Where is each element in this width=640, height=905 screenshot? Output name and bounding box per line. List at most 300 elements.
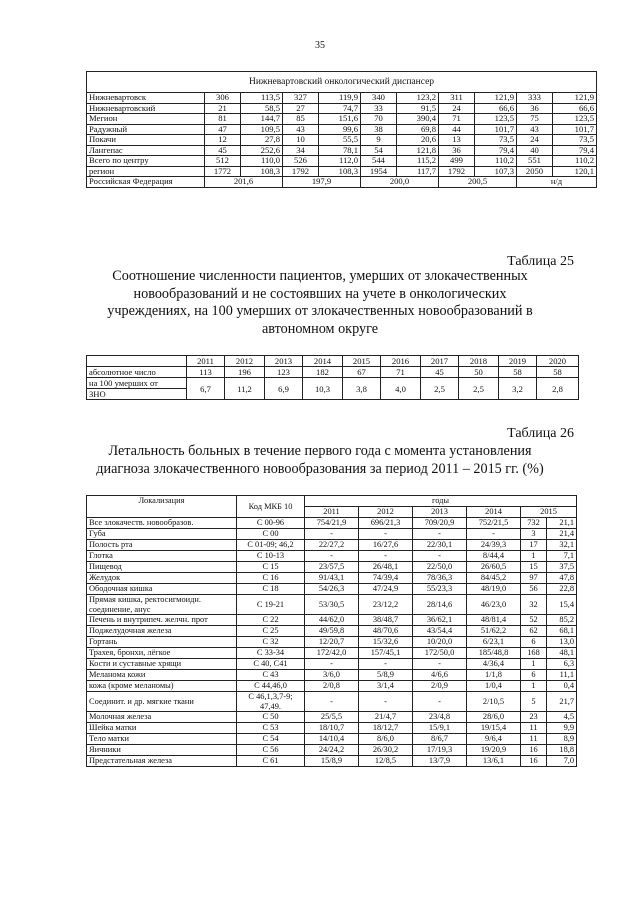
table-cell: 81 bbox=[205, 114, 241, 125]
table-cell: 107,3 bbox=[475, 166, 517, 177]
code-cell: С 18 bbox=[237, 584, 305, 595]
table-cell: 75 bbox=[517, 114, 553, 125]
code-cell: С 10-13 bbox=[237, 551, 305, 562]
table-cell: - bbox=[359, 551, 413, 562]
table-cell: 19/20,9 bbox=[467, 745, 521, 756]
table-cell: 13,0 bbox=[547, 637, 577, 648]
table-cell: 73,5 bbox=[553, 135, 597, 146]
table-cell: 24/39,3 bbox=[467, 540, 521, 551]
table-cell: 200,5 bbox=[439, 177, 517, 188]
table-row bbox=[87, 378, 579, 389]
table-cell: 10,3 bbox=[303, 378, 343, 400]
table-cell: 11 bbox=[521, 723, 547, 734]
row-label: Радужный bbox=[87, 124, 205, 135]
table-cell: 19/15,4 bbox=[467, 723, 521, 734]
table-cell: 38 bbox=[361, 124, 397, 135]
table-cell: 196 bbox=[225, 367, 265, 378]
table26-number: Таблица 26 bbox=[507, 426, 574, 441]
table-row bbox=[87, 723, 577, 734]
row-label: Гортань bbox=[87, 637, 237, 648]
empty-cell bbox=[87, 356, 187, 367]
table-cell: 18/12,7 bbox=[359, 723, 413, 734]
table-cell: 113,5 bbox=[241, 93, 283, 104]
table-cell: 40 bbox=[517, 145, 553, 156]
table-cell: 37,5 bbox=[547, 562, 577, 573]
code-cell: С 33-34 bbox=[237, 648, 305, 659]
table-cell: 24/24,2 bbox=[305, 745, 359, 756]
table-cell: 23/12,2 bbox=[359, 595, 413, 615]
table-cell: 306 bbox=[205, 93, 241, 104]
row-label: кожа (кроме меланомы) bbox=[87, 681, 237, 692]
table-cell: 47,8 bbox=[547, 573, 577, 584]
table-cell: 56 bbox=[521, 584, 547, 595]
table-cell: 67 bbox=[343, 367, 381, 378]
table-cell: 48/70,6 bbox=[359, 626, 413, 637]
table-cell: 109,5 bbox=[241, 124, 283, 135]
table-cell: 21,1 bbox=[547, 518, 577, 529]
table-row bbox=[87, 145, 597, 156]
table-cell: 69,8 bbox=[397, 124, 439, 135]
table-row bbox=[87, 156, 597, 167]
table-cell: 2/10,5 bbox=[467, 692, 521, 712]
table-cell: 62 bbox=[521, 626, 547, 637]
table-cell: 36 bbox=[439, 145, 475, 156]
table-cell: 54 bbox=[361, 145, 397, 156]
table-cell: 6 bbox=[521, 637, 547, 648]
table-row bbox=[87, 648, 577, 659]
table-cell: - bbox=[413, 659, 467, 670]
table-cell: 22/27,2 bbox=[305, 540, 359, 551]
table-cell: 8/6,0 bbox=[359, 734, 413, 745]
table-cell: 17/19,3 bbox=[413, 745, 467, 756]
table-cell: 99,6 bbox=[319, 124, 361, 135]
table-cell: 26/30,2 bbox=[359, 745, 413, 756]
row-label: Лангепас bbox=[87, 145, 205, 156]
table-cell: 74,7 bbox=[319, 103, 361, 114]
table-cell: 85,2 bbox=[547, 615, 577, 626]
table-cell: 121,9 bbox=[553, 93, 597, 104]
table-cell: 7,1 bbox=[547, 551, 577, 562]
table-cell: 110,2 bbox=[475, 156, 517, 167]
table-row bbox=[87, 626, 577, 637]
code-cell: С 44,46,0 bbox=[237, 681, 305, 692]
table-cell: 390,4 bbox=[397, 114, 439, 125]
table-cell: 752/21,5 bbox=[467, 518, 521, 529]
table-cell: 1 bbox=[521, 681, 547, 692]
year-header: 2018 bbox=[459, 356, 499, 367]
code-cell: С 00 bbox=[237, 529, 305, 540]
table-cell: 8,9 bbox=[547, 734, 577, 745]
table-cell: 5 bbox=[521, 692, 547, 712]
table-cell: 58 bbox=[537, 367, 579, 378]
table-cell: 32 bbox=[521, 595, 547, 615]
table-row bbox=[87, 551, 577, 562]
table-cell: 12/8,5 bbox=[359, 756, 413, 767]
table-cell: 12/20,7 bbox=[305, 637, 359, 648]
table-cell: 18/10,7 bbox=[305, 723, 359, 734]
row-label: Соединит. и др. мягкие ткани bbox=[87, 692, 237, 712]
table-row bbox=[87, 93, 597, 104]
table-cell: 45 bbox=[205, 145, 241, 156]
table-cell: 4/36,4 bbox=[467, 659, 521, 670]
table-cell: 2/0,8 bbox=[305, 681, 359, 692]
table-cell: 43/54,4 bbox=[413, 626, 467, 637]
year-header: 2013 bbox=[413, 507, 467, 518]
row-label: Нижневартовский bbox=[87, 103, 205, 114]
table-cell: 33 bbox=[361, 103, 397, 114]
column-header-code: Код МКБ 10 bbox=[237, 496, 305, 518]
row-label: Молочная железа bbox=[87, 712, 237, 723]
table-cell: 8/6,7 bbox=[413, 734, 467, 745]
table-cell: 120,1 bbox=[553, 166, 597, 177]
table-cell: 512 bbox=[205, 156, 241, 167]
code-cell: С 15 bbox=[237, 562, 305, 573]
year-header: 2012 bbox=[225, 356, 265, 367]
year-header: 2012 bbox=[359, 507, 413, 518]
row-label: Все злокачеств. новообразов. bbox=[87, 518, 237, 529]
title-line: диагноза злокачественного новообразования за период 2011 – 2015 гг. (%) bbox=[96, 460, 544, 477]
code-cell: С 43 bbox=[237, 670, 305, 681]
table-cell: 182 bbox=[303, 367, 343, 378]
table-cell: 36/62,1 bbox=[413, 615, 467, 626]
table-cell: 16 bbox=[521, 756, 547, 767]
table-cell: 6/23,1 bbox=[467, 637, 521, 648]
table-cell: 34 bbox=[283, 145, 319, 156]
row-label: Прямая кишка, ректосигмоидн. соединение, анус bbox=[87, 595, 237, 615]
code-cell: С 46,1,3,7-9; 47,49. bbox=[237, 692, 305, 712]
title-line: учреждениях, на 100 умерших от злокачественных новообразований в bbox=[107, 303, 533, 319]
table-cell: 50 bbox=[459, 367, 499, 378]
table-cell: 3/6,0 bbox=[305, 670, 359, 681]
table-cell: 18,8 bbox=[547, 745, 577, 756]
row-label: Нижневартовск bbox=[87, 93, 205, 104]
table-cell: 101,7 bbox=[553, 124, 597, 135]
table-cell: 47/24,9 bbox=[359, 584, 413, 595]
table-cell: - bbox=[305, 659, 359, 670]
table-cell: 97 bbox=[521, 573, 547, 584]
code-cell: С 61 bbox=[237, 756, 305, 767]
table-cell: 10/20,0 bbox=[413, 637, 467, 648]
row-label: регион bbox=[87, 166, 205, 177]
row-label: Предстательная железа bbox=[87, 756, 237, 767]
table-cell: 17 bbox=[521, 540, 547, 551]
table-row bbox=[87, 659, 577, 670]
year-header: 2011 bbox=[187, 356, 225, 367]
table-cell: 43 bbox=[517, 124, 553, 135]
row-label: Ободочная кишка bbox=[87, 584, 237, 595]
table-cell: 71 bbox=[439, 114, 475, 125]
table-cell: 119,9 bbox=[319, 93, 361, 104]
table-cell: 6,9 bbox=[265, 378, 303, 400]
row-label: Шейка матки bbox=[87, 723, 237, 734]
table-cell: 48,1 bbox=[547, 648, 577, 659]
title-line: Летальность больных в течение первого года с момента установления bbox=[108, 443, 532, 459]
table-cell: 101,7 bbox=[475, 124, 517, 135]
table-cell: 26/48,1 bbox=[359, 562, 413, 573]
table-cell: - bbox=[413, 692, 467, 712]
table-cell: 117,7 bbox=[397, 166, 439, 177]
title-line: автономном округе bbox=[262, 320, 378, 337]
table-cell: 58 bbox=[499, 367, 537, 378]
table-cell: 6 bbox=[521, 670, 547, 681]
table-cell: 113 bbox=[187, 367, 225, 378]
table-row bbox=[87, 681, 577, 692]
table-cell: 108,3 bbox=[319, 166, 361, 177]
table-cell: 23/57,5 bbox=[305, 562, 359, 573]
table-cell: - bbox=[359, 692, 413, 712]
table-cell: 1954 bbox=[361, 166, 397, 177]
table-cell: 44/62,0 bbox=[305, 615, 359, 626]
row-label: ЗНО bbox=[87, 389, 187, 400]
table-cell: 14/10,4 bbox=[305, 734, 359, 745]
table-cell: 311 bbox=[439, 93, 475, 104]
table-cell: 327 bbox=[283, 93, 319, 104]
table-row bbox=[87, 562, 577, 573]
year-header: 2014 bbox=[303, 356, 343, 367]
table-cell: 732 bbox=[521, 518, 547, 529]
table-cell: 1 bbox=[521, 551, 547, 562]
table-cell: 10 bbox=[283, 135, 319, 146]
table-cell: 1792 bbox=[439, 166, 475, 177]
table-row bbox=[87, 712, 577, 723]
row-label: Всего по центру bbox=[87, 156, 205, 167]
table25-title bbox=[70, 268, 570, 338]
table-cell: 9/6,4 bbox=[467, 734, 521, 745]
table-cell: 123,5 bbox=[475, 114, 517, 125]
table-cell: 110,2 bbox=[553, 156, 597, 167]
table-cell: 15/8,9 bbox=[305, 756, 359, 767]
table-row bbox=[87, 584, 577, 595]
table-cell: 91/43,1 bbox=[305, 573, 359, 584]
table-cell: 13 bbox=[439, 135, 475, 146]
page-number: 35 bbox=[315, 40, 325, 51]
table-cell: 7,0 bbox=[547, 756, 577, 767]
table-cell: 78,1 bbox=[319, 145, 361, 156]
year-header: 2020 bbox=[537, 356, 579, 367]
table-cell: - bbox=[359, 659, 413, 670]
table-cell: 91,5 bbox=[397, 103, 439, 114]
table-cell: 3,8 bbox=[343, 378, 381, 400]
table-cell: 4,0 bbox=[381, 378, 421, 400]
table-cell: 123 bbox=[265, 367, 303, 378]
table-cell: - bbox=[467, 529, 521, 540]
table-cell: 1 bbox=[521, 659, 547, 670]
table-cell: 32,1 bbox=[547, 540, 577, 551]
table-row bbox=[87, 124, 597, 135]
table-cell: 3,2 bbox=[499, 378, 537, 400]
table-row bbox=[87, 529, 577, 540]
table-cell: н/д bbox=[517, 177, 597, 188]
table-cell: 15/32,6 bbox=[359, 637, 413, 648]
table-cell: - bbox=[305, 692, 359, 712]
table-row bbox=[87, 367, 579, 378]
table-cell: 108,3 bbox=[241, 166, 283, 177]
table-header-row bbox=[87, 356, 579, 367]
code-cell: С 54 bbox=[237, 734, 305, 745]
code-cell: С 01-09; 46,2 bbox=[237, 540, 305, 551]
table-cell: 21/4,7 bbox=[359, 712, 413, 723]
table-cell: 55,5 bbox=[319, 135, 361, 146]
table-row bbox=[87, 734, 577, 745]
row-label: Тело матки bbox=[87, 734, 237, 745]
table-cell: 21 bbox=[205, 103, 241, 114]
table-cell: 49/59,8 bbox=[305, 626, 359, 637]
table-cell: 1/1,8 bbox=[467, 670, 521, 681]
table-cell: 55/23,3 bbox=[413, 584, 467, 595]
row-label: Губа bbox=[87, 529, 237, 540]
table-cell: 36 bbox=[517, 103, 553, 114]
table-cell: 185/48,8 bbox=[467, 648, 521, 659]
code-cell: С 16 bbox=[237, 573, 305, 584]
table-cell: 1792 bbox=[283, 166, 319, 177]
table-cell: 6,3 bbox=[547, 659, 577, 670]
column-header-years: годы bbox=[305, 496, 577, 507]
table-cell: 544 bbox=[361, 156, 397, 167]
table-cell: 24 bbox=[517, 135, 553, 146]
code-cell: С 40, С41 bbox=[237, 659, 305, 670]
table-cell: 5/8,9 bbox=[359, 670, 413, 681]
table-cell: 168 bbox=[521, 648, 547, 659]
table-cell: 53/30,5 bbox=[305, 595, 359, 615]
table-cell: 200,0 bbox=[361, 177, 439, 188]
row-label: Полость рта bbox=[87, 540, 237, 551]
table-cell: 22,8 bbox=[547, 584, 577, 595]
table-cell: 3 bbox=[521, 529, 547, 540]
title-line: Соотношение численности пациентов, умерших от злокачественных bbox=[112, 268, 528, 284]
table-cell: - bbox=[413, 529, 467, 540]
table-cell: 16/27,6 bbox=[359, 540, 413, 551]
table-cell: 110,0 bbox=[241, 156, 283, 167]
table-cell: 54/26,3 bbox=[305, 584, 359, 595]
table-cell: 66,6 bbox=[475, 103, 517, 114]
table-cell: 22/30,1 bbox=[413, 540, 467, 551]
table-cell: 2/0,9 bbox=[413, 681, 467, 692]
row-label: на 100 умерших от bbox=[87, 378, 187, 389]
table-cell: 45 bbox=[421, 367, 459, 378]
row-label: Желудок bbox=[87, 573, 237, 584]
table-row bbox=[87, 177, 597, 188]
table-row bbox=[87, 103, 597, 114]
table-cell: 16 bbox=[521, 745, 547, 756]
table-cell: 71 bbox=[381, 367, 421, 378]
table-cell: 201,6 bbox=[205, 177, 283, 188]
table-cell: 38/48,7 bbox=[359, 615, 413, 626]
table-cell: 340 bbox=[361, 93, 397, 104]
table-cell: 48/19,0 bbox=[467, 584, 521, 595]
table-cell: 85 bbox=[283, 114, 319, 125]
table-cell: 66,6 bbox=[553, 103, 597, 114]
table-row bbox=[87, 540, 577, 551]
table-cell: 73,5 bbox=[475, 135, 517, 146]
table-cell: 709/20,9 bbox=[413, 518, 467, 529]
row-label: Мегион bbox=[87, 114, 205, 125]
table-cell: 11,1 bbox=[547, 670, 577, 681]
table-cell: 9,9 bbox=[547, 723, 577, 734]
table-cell: 27,8 bbox=[241, 135, 283, 146]
table-cell: 197,9 bbox=[283, 177, 361, 188]
year-header: 2011 bbox=[305, 507, 359, 518]
table-cell: 123,2 bbox=[397, 93, 439, 104]
table1-header: Нижневартовский онкологический диспансер bbox=[87, 72, 597, 93]
table-cell: 696/21,3 bbox=[359, 518, 413, 529]
row-label: Кости и суставные хрящи bbox=[87, 659, 237, 670]
table-cell: 25/5,5 bbox=[305, 712, 359, 723]
row-label: Меланома кожи bbox=[87, 670, 237, 681]
year-header: 2015 bbox=[521, 507, 577, 518]
table-25 bbox=[86, 355, 579, 400]
table-cell: 28/6,0 bbox=[467, 712, 521, 723]
code-cell: С 50 bbox=[237, 712, 305, 723]
year-header: 2014 bbox=[467, 507, 521, 518]
row-label: абсолютное число bbox=[87, 367, 187, 378]
table-cell: 13/6,1 bbox=[467, 756, 521, 767]
row-label: Российская Федерация bbox=[87, 177, 205, 188]
table-cell: 526 bbox=[283, 156, 319, 167]
table-cell: 24 bbox=[439, 103, 475, 114]
table-cell: 21,7 bbox=[547, 692, 577, 712]
year-header: 2015 bbox=[343, 356, 381, 367]
table-cell: 4,5 bbox=[547, 712, 577, 723]
table-row bbox=[87, 756, 577, 767]
code-cell: С 32 bbox=[237, 637, 305, 648]
code-cell: С 56 bbox=[237, 745, 305, 756]
code-cell: С 53 bbox=[237, 723, 305, 734]
table-cell: 8/44,4 bbox=[467, 551, 521, 562]
table-cell: 157/45,1 bbox=[359, 648, 413, 659]
table-cell: 1/0,4 bbox=[467, 681, 521, 692]
table-cell: 4/6,6 bbox=[413, 670, 467, 681]
code-cell: С 00-96 bbox=[237, 518, 305, 529]
table-cell: - bbox=[305, 551, 359, 562]
table-cell: 115,2 bbox=[397, 156, 439, 167]
table-cell: 26/60,5 bbox=[467, 562, 521, 573]
column-header-localization: Локализация bbox=[87, 496, 237, 518]
table-cell: 78/36,3 bbox=[413, 573, 467, 584]
table26-title bbox=[70, 443, 570, 478]
table-row bbox=[87, 615, 577, 626]
table-cell: 0,4 bbox=[547, 681, 577, 692]
table-cell: - bbox=[359, 529, 413, 540]
table-cell: 22/50,0 bbox=[413, 562, 467, 573]
table-cell: 2050 bbox=[517, 166, 553, 177]
row-label: Яичники bbox=[87, 745, 237, 756]
table-cell: 252,6 bbox=[241, 145, 283, 156]
table-cell: 48/81,4 bbox=[467, 615, 521, 626]
table-cell: 15/9,1 bbox=[413, 723, 467, 734]
table-row bbox=[87, 135, 597, 146]
table-cell: 47 bbox=[205, 124, 241, 135]
table-cell: 121,9 bbox=[475, 93, 517, 104]
table-cell: 11 bbox=[521, 734, 547, 745]
table-cell: 51/62,2 bbox=[467, 626, 521, 637]
table-cell: 20,6 bbox=[397, 135, 439, 146]
table-cell: 3/1,4 bbox=[359, 681, 413, 692]
table-cell: 74/39,4 bbox=[359, 573, 413, 584]
table-cell: 68,1 bbox=[547, 626, 577, 637]
table-cell: 172/42,0 bbox=[305, 648, 359, 659]
table-cell: 112,0 bbox=[319, 156, 361, 167]
table-cell: 2,8 bbox=[537, 378, 579, 400]
table-header-row bbox=[87, 496, 577, 507]
table-row bbox=[87, 518, 577, 529]
table-cell: 1772 bbox=[205, 166, 241, 177]
table-cell: 44 bbox=[439, 124, 475, 135]
table-cell: 23 bbox=[521, 712, 547, 723]
table-cell: 551 bbox=[517, 156, 553, 167]
table-cell: 754/21,9 bbox=[305, 518, 359, 529]
table-cell: 21,4 bbox=[547, 529, 577, 540]
table-row bbox=[87, 114, 597, 125]
